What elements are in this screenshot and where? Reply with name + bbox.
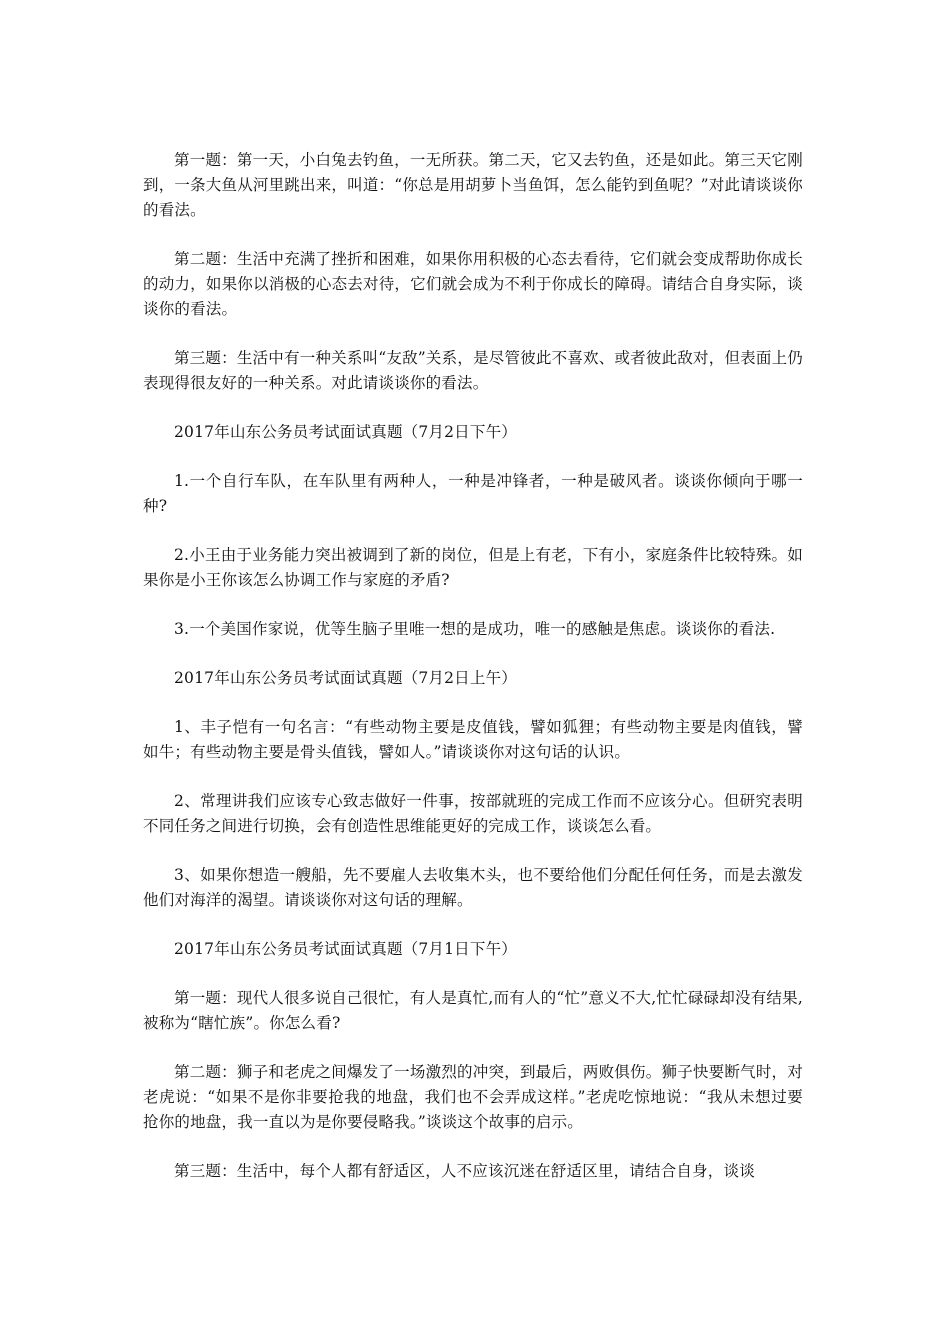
section2-question-1: 1.一个自行车队，在车队里有两种人，一种是冲锋者，一种是破风者。谈谈你倾向于哪一种?	[143, 472, 803, 515]
section3-question-3: 3、如果你想造一艘船，先不要雇人去收集木头，也不要给他们分配任何任务，而是去激发他们对海洋的渴望。请谈谈你对这句话的理解。	[143, 866, 803, 909]
section1-question-1: 第一题：第一天，小白兔去钓鱼，一无所获。第二天，它又去钓鱼，还是如此。第三天它刚到，一条大鱼从河里跳出来，叫道：“你总是用胡萝卜当鱼饵，怎么能钓到鱼呢？”对此请谈谈你的看法。	[143, 151, 803, 219]
section1-question-3: 第三题：生活中有一种关系叫“友敌”关系，是尽管彼此不喜欢、或者彼此敌对，但表面上仍表现得很友好的一种关系。对此请谈谈你的看法。	[143, 349, 803, 392]
section3-title: 2017年山东公务员考试面试真题（7月2日上午）	[174, 669, 517, 687]
section4-question-2: 第二题：狮子和老虎之间爆发了一场激烈的冲突，到最后，两败俱伤。狮子快要断气时，对老虎说：“如果不是你非要抢我的地盘，我们也不会弄成这样。”老虎吃惊地说：“我从未想过要抢你的地盘，我一直以为是你要侵略我。”谈谈这个故事的启示。	[143, 1063, 803, 1131]
section2-title: 2017年山东公务员考试面试真题（7月2日下午）	[174, 423, 517, 441]
section1-question-2: 第二题：生活中充满了挫折和困难，如果你用积极的心态去看待，它们就会变成帮助你成长的动力，如果你以消极的心态去对待，它们就会成为不利于你成长的障碍。请结合自身实际，谈谈你的看法。	[143, 250, 803, 318]
section3-question-1: 1、丰子恺有一句名言：“有些动物主要是皮值钱，譬如狐狸；有些动物主要是肉值钱，譬如牛；有些动物主要是骨头值钱，譬如人。”请谈谈你对这句话的认识。	[143, 718, 803, 761]
section4-question-3: 第三题：生活中，每个人都有舒适区，人不应该沉迷在舒适区里，请结合自身，谈谈	[174, 1162, 755, 1180]
section4-title: 2017年山东公务员考试面试真题（7月1日下午）	[174, 940, 517, 958]
section4-question-1: 第一题：现代人很多说自己很忙，有人是真忙,而有人的“忙”意义不大,忙忙碌碌却没有结果,被称为“瞎忙族”。你怎么看?	[143, 989, 803, 1032]
section3-question-2: 2、常理讲我们应该专心致志做好一件事，按部就班的完成工作而不应该分心。但研究表明不同任务之间进行切换，会有创造性思维能更好的完成工作，谈谈怎么看。	[143, 792, 803, 835]
section2-question-2: 2.小王由于业务能力突出被调到了新的岗位，但是上有老，下有小，家庭条件比较特殊。如果你是小王你该怎么协调工作与家庭的矛盾?	[143, 546, 803, 589]
document-body	[143, 148, 803, 1184]
section2-question-3: 3.一个美国作家说，优等生脑子里唯一想的是成功，唯一的感触是焦虑。谈谈你的看法.	[174, 620, 776, 638]
